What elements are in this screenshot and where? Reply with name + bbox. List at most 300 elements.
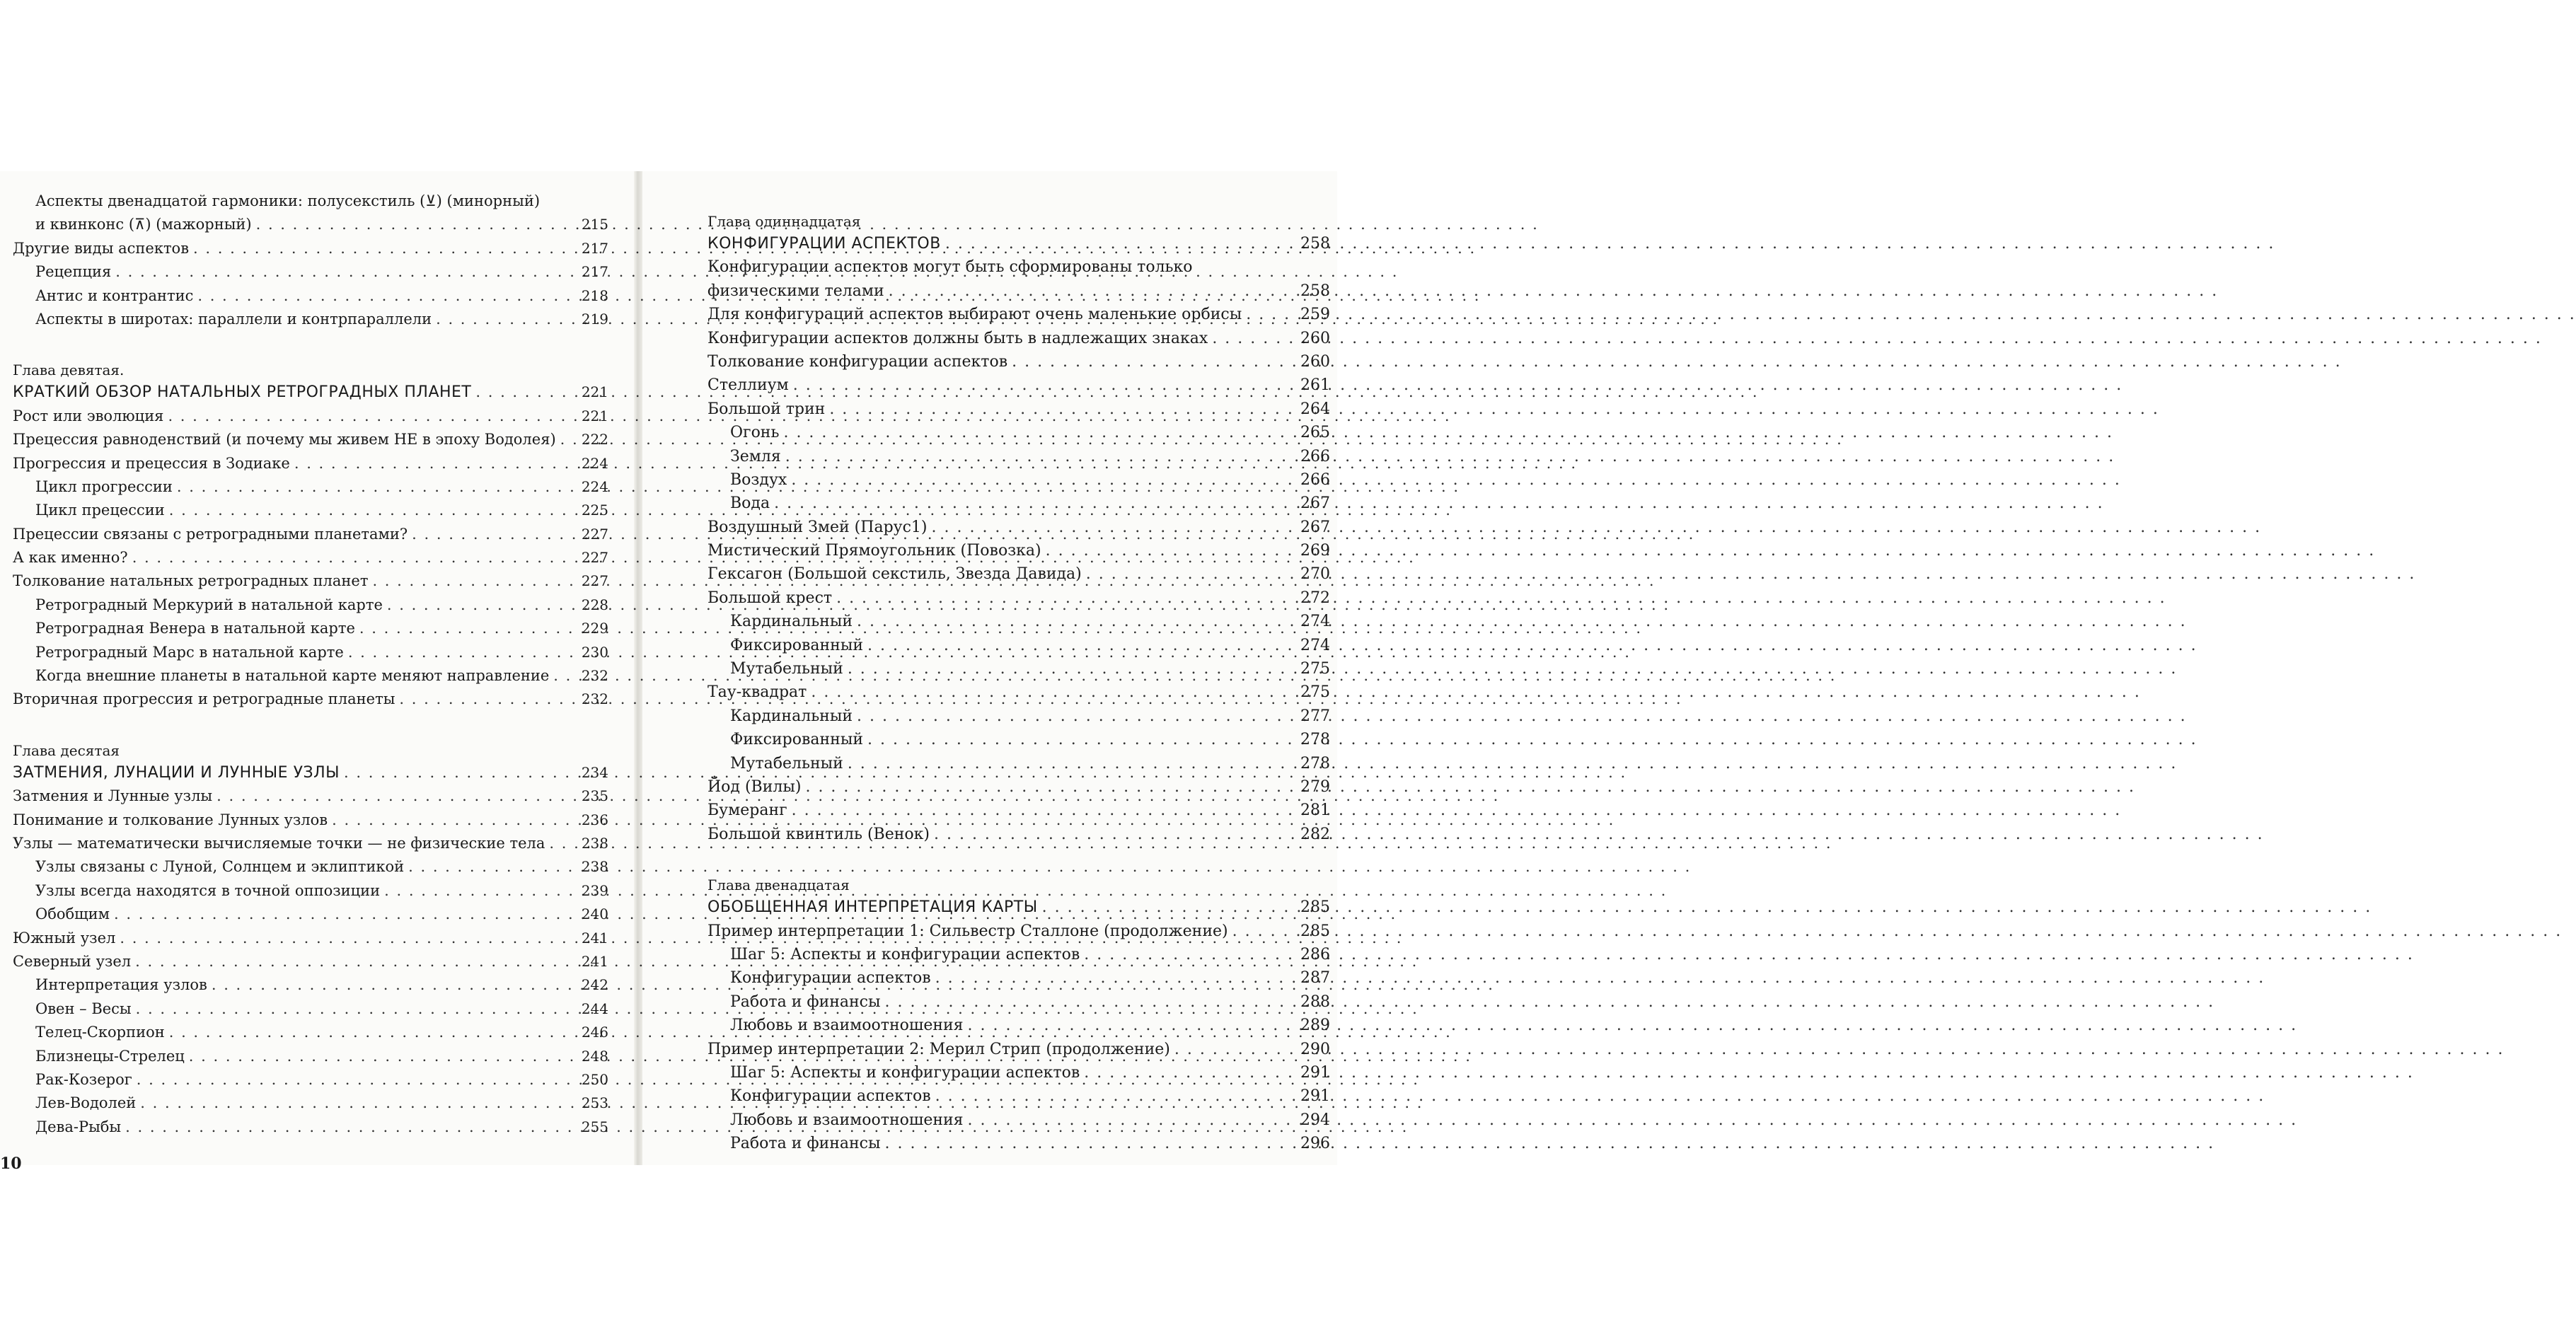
toc-entry xyxy=(707,634,1330,657)
chapter-11-title-line xyxy=(707,232,1330,255)
toc-entry-page: 242 xyxy=(581,976,608,994)
toc-entry-title: Тау-квадрат xyxy=(707,683,807,702)
toc-entry-page: 260 xyxy=(1300,352,1330,371)
toc-entry-page: 218 xyxy=(581,286,608,304)
toc-entry-title: Толкование натальных ретроградных планет xyxy=(13,572,369,590)
toc-entry-title: Цикл прецессии xyxy=(35,502,165,519)
toc-entry-page: 272 xyxy=(1300,589,1330,607)
toc-continuation xyxy=(0,190,608,331)
toc-entry-title: Мутабельный xyxy=(730,754,843,772)
toc-entry-page: 279 xyxy=(1300,777,1330,796)
toc-entry xyxy=(707,657,1330,681)
toc-entry xyxy=(0,927,608,950)
toc-entry xyxy=(707,920,1330,943)
toc-entry-title: Обобщим xyxy=(35,905,110,923)
toc-entry-page: 267 xyxy=(1300,494,1330,513)
toc-entry xyxy=(0,428,608,451)
dot-leader xyxy=(836,586,1295,610)
toc-entry-title: Фиксированный xyxy=(730,636,863,654)
toc-entry xyxy=(0,1092,608,1115)
toc-entry-page: 277 xyxy=(1300,707,1330,725)
toc-entry xyxy=(707,303,1330,326)
toc-entry xyxy=(707,1109,1330,1132)
toc-entry-page: 239 xyxy=(581,881,608,899)
dot-leader xyxy=(125,1116,577,1139)
toc-entry-page: 240 xyxy=(581,905,608,923)
toc-entry-title: Рост или эволюция xyxy=(13,407,164,424)
toc-entry-title: Аспекты двенадцатой гармоники: полусекстиль (⊻) (минорный) xyxy=(35,192,541,209)
dot-leader xyxy=(197,284,577,308)
toc-entry xyxy=(707,1084,1330,1108)
toc-entry-title: Ретроградная Венера в натальной карте xyxy=(35,620,355,637)
toc-entry-page: 222 xyxy=(581,431,608,448)
toc-entry-page: 278 xyxy=(1300,754,1330,772)
toc-entry-page: 275 xyxy=(1300,683,1330,702)
toc-entry xyxy=(0,973,608,997)
chapter-10-page: 234 xyxy=(581,763,608,781)
toc-entry xyxy=(707,823,1330,846)
toc-entry-title: Цикл прогрессии xyxy=(35,478,173,495)
dot-leader xyxy=(867,728,1295,751)
toc-entry-title: Кардинальный xyxy=(730,707,853,725)
toc-entry-title: Рецепция xyxy=(35,263,112,281)
dot-leader xyxy=(560,428,577,451)
toc-entry xyxy=(0,1021,608,1044)
toc-entry xyxy=(707,1132,1330,1155)
toc-entry-page: 217 xyxy=(581,239,608,257)
toc-entry-title: Бумеранг xyxy=(707,801,787,820)
toc-entry-page: 253 xyxy=(581,1094,608,1112)
toc-entry xyxy=(0,688,608,711)
toc-entry-title: Вода xyxy=(730,494,770,513)
dot-leader xyxy=(168,405,577,428)
dot-leader xyxy=(932,516,1295,539)
chapter-gap xyxy=(0,331,608,359)
toc-entry xyxy=(0,569,608,593)
dot-leader xyxy=(889,279,1295,303)
toc-entry xyxy=(707,468,1330,492)
chapter-9-label: Глава девятая. xyxy=(13,361,125,379)
toc-entry-title: Конфигурации аспектов могут быть сформированы только xyxy=(707,258,1193,277)
chapter-11-entries xyxy=(707,255,1330,846)
dot-leader xyxy=(399,688,577,711)
toc-entry-page: 261 xyxy=(1300,376,1330,395)
toc-entry-page: 290 xyxy=(1300,1040,1330,1058)
dot-leader xyxy=(475,381,577,404)
toc-entry-page: 217 xyxy=(581,263,608,281)
dot-leader xyxy=(344,761,577,785)
toc-entry-title: Гексагон (Большой секстиль, Звезда Давида) xyxy=(707,565,1082,584)
dot-leader xyxy=(359,617,577,640)
dot-leader xyxy=(189,1045,577,1068)
toc-entry xyxy=(0,405,608,428)
toc-entry-title: Любовь и взаимоотношения xyxy=(730,1111,964,1129)
dot-leader xyxy=(136,997,577,1021)
toc-entry-title: Рак-Козерог xyxy=(35,1070,132,1088)
toc-entry xyxy=(0,237,608,260)
toc-entry xyxy=(707,1014,1330,1037)
toc-entry-title: Овен – Весы xyxy=(35,1000,132,1017)
toc-entry-title: Мистический Прямоугольник (Повозка) xyxy=(707,542,1041,560)
toc-entry-title: Воздушный Змей (Парус1) xyxy=(707,518,928,536)
toc-entry-title: Прецессии связаны с ретроградными планетами? xyxy=(13,525,408,543)
toc-entry-title: Большой крест xyxy=(707,589,833,607)
toc-entry xyxy=(707,586,1330,610)
dot-leader xyxy=(805,775,1295,799)
toc-entry-page: 286 xyxy=(1300,945,1330,963)
toc-entry-page: 282 xyxy=(1300,825,1330,843)
toc-entry-title: Конфигурации аспектов xyxy=(730,969,931,988)
chapter-12-label: Глава двенадцатая xyxy=(707,876,850,894)
toc-entry-page: 227 xyxy=(581,549,608,567)
dot-leader xyxy=(857,610,1295,633)
toc-entry-page: 269 xyxy=(1300,542,1330,560)
dot-leader xyxy=(1012,350,1295,374)
toc-entry xyxy=(0,190,608,213)
toc-entry xyxy=(0,785,608,808)
toc-entry-title: Для конфигураций аспектов выбирают очень маленькие орбисы xyxy=(707,306,1242,324)
toc-entry-title: Конфигурации аспектов xyxy=(730,1087,931,1106)
toc-entry-page: 219 xyxy=(581,310,608,328)
dot-leader xyxy=(783,421,1295,444)
toc-entry-title: Йод (Вилы) xyxy=(707,777,802,796)
dot-leader xyxy=(857,705,1295,728)
toc-entry xyxy=(707,492,1330,515)
toc-entry-title: Мутабельный xyxy=(730,660,843,678)
toc-entry xyxy=(0,903,608,926)
toc-entry-page: 291 xyxy=(1300,1087,1330,1106)
toc-entry-page: 288 xyxy=(1300,992,1330,1011)
toc-entry-title: Шаг 5: Аспекты и конфигурации аспектов xyxy=(730,945,1080,963)
toc-entry xyxy=(0,855,608,879)
toc-entry-title: Кардинальный xyxy=(730,613,853,631)
toc-entry-title: Узлы всегда находятся в точной оппозиции xyxy=(35,881,381,899)
dot-leader xyxy=(294,452,577,475)
toc-entry-page: 260 xyxy=(1300,329,1330,347)
toc-entry xyxy=(707,728,1330,751)
toc-entry xyxy=(707,990,1330,1014)
dot-leader xyxy=(945,232,1295,255)
toc-entry-page: 224 xyxy=(581,454,608,472)
toc-entry-page: 238 xyxy=(581,834,608,852)
toc-entry-page: 246 xyxy=(581,1024,608,1041)
dot-leader xyxy=(1212,327,1295,350)
chapter-10-title: ЗАТМЕНИЯ, ЛУНАЦИИ И ЛУННЫЕ УЗЛЫ xyxy=(13,763,340,782)
toc-entry xyxy=(707,966,1330,990)
dot-leader xyxy=(135,950,577,973)
toc-entry-title: Огонь xyxy=(730,424,780,442)
toc-entry xyxy=(707,562,1330,586)
toc-entry-page: 250 xyxy=(581,1070,608,1088)
toc-entry xyxy=(707,1061,1330,1084)
toc-entry-title: Конфигурации аспектов должны быть в надлежащих знаках xyxy=(707,329,1208,347)
chapter-12-title: ОБОБЩЕННАЯ ИНТЕРПРЕТАЦИЯ КАРТЫ xyxy=(707,898,1038,917)
toc-entry-page: 221 xyxy=(581,407,608,424)
toc-entry-title: Антис и контрантис xyxy=(35,286,194,304)
toc-entry-page: 294 xyxy=(1300,1111,1330,1129)
chapter-10-title-line xyxy=(0,761,608,785)
toc-entry-page: 244 xyxy=(581,1000,608,1017)
toc-entry-title: А как именно? xyxy=(13,549,128,567)
right-page-toc xyxy=(707,211,1330,1155)
dot-leader xyxy=(193,237,577,260)
dot-leader xyxy=(256,213,577,236)
toc-entry xyxy=(0,546,608,569)
toc-entry-title: Северный узел xyxy=(13,952,132,970)
toc-entry xyxy=(0,997,608,1021)
toc-entry xyxy=(0,809,608,832)
toc-entry-page: 274 xyxy=(1300,613,1330,631)
toc-entry xyxy=(0,1116,608,1139)
dot-leader xyxy=(212,973,577,997)
toc-entry xyxy=(707,681,1330,704)
chapter-11-page: 258 xyxy=(1300,235,1330,253)
dot-leader xyxy=(372,569,577,593)
dot-leader xyxy=(968,1014,1295,1037)
toc-entry-title: Вторичная прогрессия и ретроградные планеты xyxy=(13,690,395,708)
toc-entry-title: Шаг 5: Аспекты и конфигурации аспектов xyxy=(730,1063,1080,1082)
chapter-11-label: Глава одиннадцатая xyxy=(707,213,861,230)
toc-entry xyxy=(0,284,608,308)
toc-entry-page: 228 xyxy=(581,596,608,613)
toc-entry-page: 235 xyxy=(581,787,608,805)
left-page-toc xyxy=(0,190,608,1139)
toc-entry-page: 270 xyxy=(1300,565,1330,584)
dot-leader xyxy=(332,809,577,832)
toc-entry-page: 238 xyxy=(581,858,608,876)
dot-leader xyxy=(1046,539,1295,562)
toc-entry xyxy=(707,539,1330,562)
chapter-12-page: 285 xyxy=(1300,898,1330,917)
toc-entry xyxy=(707,445,1330,468)
toc-entry xyxy=(0,499,608,522)
toc-entry-page: 274 xyxy=(1300,636,1330,654)
dot-leader xyxy=(1232,920,1295,943)
toc-entry-page: 278 xyxy=(1300,731,1330,749)
toc-entry-title: Фиксированный xyxy=(730,731,863,749)
toc-entry-page: 241 xyxy=(581,929,608,947)
dot-leader xyxy=(785,445,1295,468)
toc-entry xyxy=(707,516,1330,539)
toc-entry-title: Работа и финансы xyxy=(730,992,881,1011)
dot-leader xyxy=(1084,943,1295,966)
toc-entry xyxy=(0,213,608,236)
toc-entry xyxy=(0,950,608,973)
dot-leader xyxy=(1174,1038,1295,1061)
dot-leader xyxy=(829,398,1295,421)
toc-entry-page: 227 xyxy=(581,525,608,543)
chapter-9-page: 221 xyxy=(581,383,608,401)
toc-entry-page: 255 xyxy=(581,1118,608,1135)
dot-leader xyxy=(114,903,577,926)
toc-entry-title: Дева-Рыбы xyxy=(35,1118,122,1135)
dot-leader xyxy=(867,634,1295,657)
page-number: 10 xyxy=(0,1154,22,1173)
chapter-9-title: КРАТКИЙ ОБЗОР НАТАЛЬНЫХ РЕТРОГРАДНЫХ ПЛАНЕТ xyxy=(13,383,472,402)
toc-entry xyxy=(0,879,608,903)
toc-entry-page: 266 xyxy=(1300,470,1330,489)
toc-entry-page: 285 xyxy=(1300,922,1330,940)
toc-entry xyxy=(0,641,608,664)
toc-entry-title: Земля xyxy=(730,447,781,465)
dot-leader xyxy=(935,966,1295,990)
dot-leader xyxy=(792,799,1295,822)
dot-leader xyxy=(934,823,1295,846)
toc-entry-title: Узлы связаны с Луной, Солнцем и эклиптикой xyxy=(35,858,405,876)
toc-entry-page: 267 xyxy=(1300,518,1330,536)
toc-entry xyxy=(0,664,608,688)
toc-entry xyxy=(707,752,1330,775)
toc-entry-title: Работа и финансы xyxy=(730,1135,881,1153)
toc-entry xyxy=(0,452,608,475)
toc-entry-page: 229 xyxy=(581,620,608,637)
toc-entry xyxy=(707,943,1330,966)
toc-entry-title: Близнецы-Стрелец xyxy=(35,1047,185,1065)
chapter-9-entries xyxy=(0,405,608,712)
toc-entry-title: Другие виды аспектов xyxy=(13,239,190,257)
toc-entry xyxy=(707,327,1330,350)
toc-entry-title: Воздух xyxy=(730,470,787,489)
dot-leader xyxy=(132,546,577,569)
toc-entry-page: 227 xyxy=(581,572,608,590)
dot-leader xyxy=(412,523,577,546)
toc-entry-page: 225 xyxy=(581,502,608,519)
dot-leader xyxy=(384,879,577,903)
toc-entry xyxy=(707,1038,1330,1061)
toc-entry xyxy=(707,799,1330,822)
toc-entry-title: Пример интерпретации 2: Мерил Стрип (продолжение) xyxy=(707,1040,1170,1058)
dot-leader xyxy=(177,475,577,499)
dot-leader xyxy=(848,752,1295,775)
toc-entry xyxy=(707,705,1330,728)
toc-entry-page: 265 xyxy=(1300,424,1330,442)
toc-entry xyxy=(0,1068,608,1092)
toc-entry-page: 275 xyxy=(1300,660,1330,678)
toc-entry xyxy=(0,832,608,855)
dot-leader xyxy=(1042,896,1295,919)
toc-entry xyxy=(707,374,1330,397)
dot-leader xyxy=(811,681,1295,704)
toc-entry-title: Ретроградный Марс в натальной карте xyxy=(35,643,344,661)
dot-leader xyxy=(120,927,577,950)
toc-entry xyxy=(0,1045,608,1068)
dot-leader xyxy=(1084,1061,1295,1084)
toc-entry-title: Узлы — математически вычисляемые точки — не физические тела xyxy=(13,834,545,852)
dot-leader xyxy=(115,260,577,284)
toc-entry xyxy=(0,475,608,499)
chapter-gap xyxy=(0,712,608,740)
chapter-12-title-line xyxy=(707,896,1330,919)
dot-leader xyxy=(553,664,577,688)
toc-entry-page: 241 xyxy=(581,952,608,970)
toc-entry-title: Прогрессия и прецессия в Зодиаке xyxy=(13,454,290,472)
toc-entry-title: Ретроградный Меркурий в натальной карте xyxy=(35,596,383,613)
toc-entry xyxy=(707,775,1330,799)
chapter-10-label: Глава десятая xyxy=(13,741,120,759)
toc-entry-page: 259 xyxy=(1300,306,1330,324)
dot-leader xyxy=(216,785,577,808)
dot-leader xyxy=(169,1021,577,1044)
toc-entry-page: 224 xyxy=(581,478,608,495)
toc-entry xyxy=(707,350,1330,374)
toc-entry-title: Любовь и взаимоотношения xyxy=(730,1017,964,1035)
toc-entry-title: Большой квинтиль (Венок) xyxy=(707,825,930,843)
toc-entry xyxy=(0,308,608,331)
chapter-9-title-line xyxy=(0,381,608,404)
toc-entry xyxy=(707,279,1330,303)
chapter-12-entries xyxy=(707,920,1330,1156)
toc-entry-page: 291 xyxy=(1300,1063,1330,1082)
toc-entry-page: 281 xyxy=(1300,801,1330,820)
dot-leader xyxy=(885,1132,1295,1155)
dot-leader xyxy=(935,1084,1295,1108)
toc-entry-title: Лев-Водолей xyxy=(35,1094,137,1112)
toc-entry-title: Прецессия равноденствий (и почему мы живем НЕ в эпоху Водолея) xyxy=(13,431,556,448)
toc-entry-page: 289 xyxy=(1300,1017,1330,1035)
toc-entry-page: 264 xyxy=(1300,400,1330,418)
toc-entry-page: 232 xyxy=(581,690,608,708)
toc-entry xyxy=(707,610,1330,633)
dot-leader xyxy=(1086,562,1295,586)
dot-leader xyxy=(793,374,1295,397)
toc-entry-page: 258 xyxy=(1300,282,1330,300)
dot-leader xyxy=(140,1092,577,1115)
dot-leader xyxy=(387,594,577,617)
dot-leader xyxy=(169,499,577,522)
toc-entry-title: Толкование конфигурации аспектов xyxy=(707,352,1008,371)
chapter-11-title: КОНФИГУРАЦИИ АСПЕКТОВ xyxy=(707,235,941,253)
toc-entry-page: 296 xyxy=(1300,1135,1330,1153)
toc-entry-title: физическими телами xyxy=(707,282,884,300)
toc-entry xyxy=(0,617,608,640)
toc-entry-title: Южный узел xyxy=(13,929,116,947)
dot-leader xyxy=(774,492,1295,515)
toc-entry-page: 230 xyxy=(581,643,608,661)
dot-leader xyxy=(1246,303,1295,326)
dot-leader xyxy=(885,990,1295,1014)
dot-leader xyxy=(137,1068,577,1092)
toc-entry-title: Понимание и толкование Лунных узлов xyxy=(13,811,328,828)
dot-leader xyxy=(791,468,1295,492)
toc-entry-title: Когда внешние планеты в натальной карте меняют направление xyxy=(35,667,550,685)
dot-leader xyxy=(848,657,1295,681)
toc-entry xyxy=(707,398,1330,421)
toc-entry-title: Затмения и Лунные узлы xyxy=(13,787,213,805)
toc-entry-page: 248 xyxy=(581,1047,608,1065)
toc-entry-title: Стеллиум xyxy=(707,376,789,395)
toc-entry-title: Интерпретация узлов xyxy=(35,976,207,994)
chapter-10-entries xyxy=(0,785,608,1139)
toc-entry xyxy=(707,255,1330,279)
dot-leader xyxy=(348,641,577,664)
toc-entry-title: Большой трин xyxy=(707,400,826,418)
toc-entry-title: Аспекты в широтах: параллели и контрпараллели xyxy=(35,310,432,328)
toc-entry-page: 287 xyxy=(1300,969,1330,988)
dot-leader xyxy=(436,308,577,331)
toc-entry xyxy=(0,260,608,284)
toc-entry xyxy=(0,594,608,617)
dot-leader xyxy=(968,1109,1295,1132)
toc-entry-title: Пример интерпретации 1: Сильвестр Сталлоне (продолжение) xyxy=(707,922,1228,940)
toc-entry-page: 266 xyxy=(1300,447,1330,465)
toc-entry-title: и квинконс (⊼) (мажорный) xyxy=(35,216,252,233)
toc-entry-page: 215 xyxy=(581,216,608,233)
toc-entry-page: 232 xyxy=(581,667,608,685)
toc-entry xyxy=(707,421,1330,444)
dot-leader xyxy=(549,832,577,855)
dot-leader xyxy=(408,855,577,879)
chapter-gap xyxy=(707,846,1330,874)
